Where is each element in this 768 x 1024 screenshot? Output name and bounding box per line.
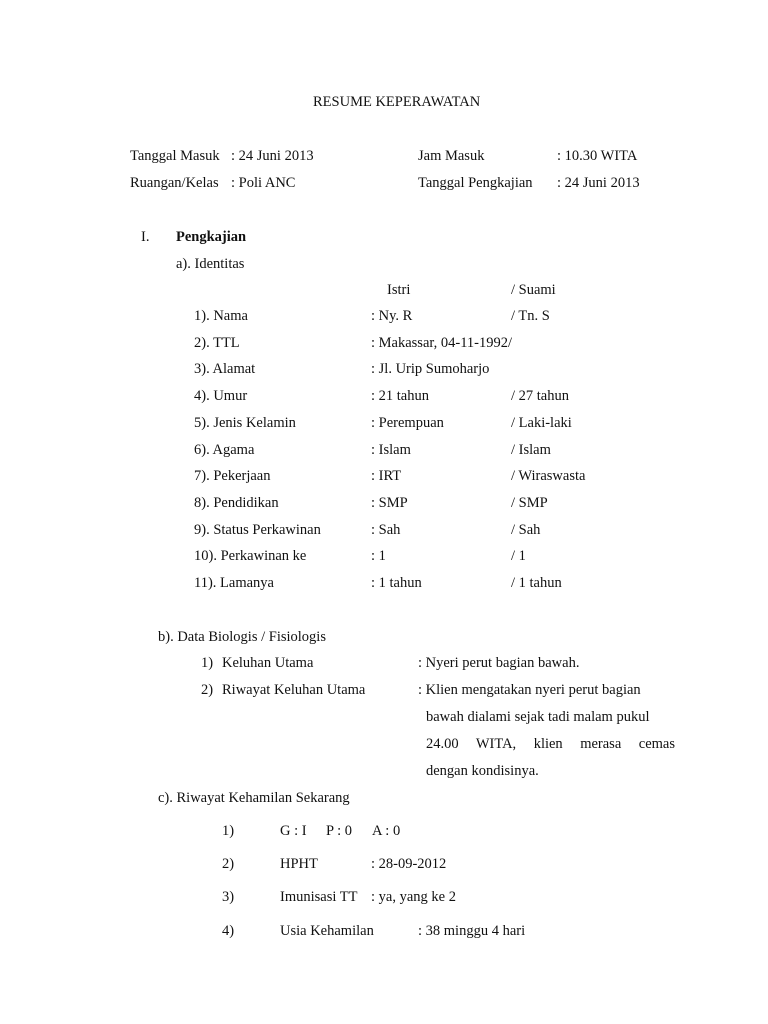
identitas-row-label: 1). Nama (194, 308, 248, 324)
identitas-row-suami: / Islam (511, 442, 551, 458)
identitas-row-suami: / Tn. S (511, 308, 550, 324)
identitas-row-suami: / 27 tahun (511, 388, 569, 404)
kehamilan-item-number: 1) (222, 823, 235, 839)
jam-masuk-label: Jam Masuk (418, 148, 485, 164)
usia-kehamilan-label: Usia Kehamilan (280, 923, 374, 939)
identitas-row-suami: / Wiraswasta (511, 468, 586, 484)
identitas-row-label: 3). Alamat (194, 361, 256, 377)
identitas-row-istri: : 21 tahun (371, 388, 429, 404)
riwayat-keluhan-label: Riwayat Keluhan Utama (222, 682, 366, 698)
identitas-row-label: 4). Umur (194, 388, 248, 404)
identitas-title: a). Identitas (176, 256, 245, 272)
identitas-row-label: 7). Pekerjaan (194, 468, 271, 484)
identitas-row-suami: / Laki-laki (511, 415, 572, 431)
tanggal-masuk-label: Tanggal Masuk (130, 148, 220, 164)
identitas-row-istri: : SMP (371, 495, 408, 511)
ruangan-label: Ruangan/Kelas (130, 175, 219, 191)
abortus-value: A : 0 (372, 823, 401, 839)
identitas-row-istri: : 1 tahun (371, 575, 422, 591)
identitas-row-label: 2). TTL (194, 335, 240, 351)
biologis-item-number: 1) (201, 655, 214, 671)
tanggal-masuk-value: : 24 Juni 2013 (231, 148, 314, 164)
para-value: P : 0 (326, 823, 353, 839)
biologis-item-number: 2) (201, 682, 214, 698)
usia-kehamilan-value: : 38 minggu 4 hari (418, 923, 526, 939)
identitas-row-label: 10). Perkawinan ke (194, 548, 307, 564)
column-header-suami: / Suami (511, 282, 556, 298)
hpht-value: : 28-09-2012 (371, 856, 447, 872)
section-number: I. (141, 229, 150, 245)
identitas-row-istri: : IRT (371, 468, 402, 484)
riwayat-keluhan-line: 24.00 WITA, klien merasa cemas (426, 736, 675, 752)
identitas-row-suami: / 1 (511, 548, 526, 564)
identitas-row-label: 6). Agama (194, 442, 255, 458)
identitas-row-istri: : 1 (371, 548, 386, 564)
keluhan-utama-label: Keluhan Utama (222, 655, 314, 671)
identitas-row-istri: : Jl. Urip Sumoharjo (371, 361, 490, 377)
identitas-row-label: 11). Lamanya (194, 575, 274, 591)
identitas-row-label: 8). Pendidikan (194, 495, 279, 511)
imunisasi-label: Imunisasi TT (280, 889, 358, 905)
riwayat-keluhan-line: : Klien mengatakan nyeri perut bagian (418, 682, 641, 698)
identitas-row-suami: / 1 tahun (511, 575, 562, 591)
kehamilan-item-number: 2) (222, 856, 235, 872)
identitas-row-istri: : Islam (371, 442, 411, 458)
identitas-row-istri: : Ny. R (371, 308, 413, 324)
section-title: Pengkajian (176, 229, 247, 245)
kehamilan-title: c). Riwayat Kehamilan Sekarang (158, 790, 350, 806)
biologis-title: b). Data Biologis / Fisiologis (158, 629, 326, 645)
identitas-row-istri: : Sah (371, 522, 401, 538)
hpht-label: HPHT (280, 856, 318, 872)
keluhan-utama-value: : Nyeri perut bagian bawah. (418, 655, 580, 671)
ruangan-value: : Poli ANC (231, 175, 296, 191)
kehamilan-item-number: 3) (222, 889, 235, 905)
riwayat-keluhan-line: bawah dialami sejak tadi malam pukul (426, 709, 650, 725)
tanggal-pengkajian-value: : 24 Juni 2013 (557, 175, 640, 191)
identitas-row-label: 5). Jenis Kelamin (194, 415, 296, 431)
identitas-row-label: 9). Status Perkawinan (194, 522, 321, 538)
kehamilan-item-number: 4) (222, 923, 235, 939)
imunisasi-value: : ya, yang ke 2 (371, 889, 456, 905)
jam-masuk-value: : 10.30 WITA (557, 148, 638, 164)
identitas-row-istri: : Perempuan (371, 415, 444, 431)
document-title: RESUME KEPERAWATAN (313, 94, 481, 110)
identitas-row-suami: / Sah (511, 522, 541, 538)
identitas-row-suami: / SMP (511, 495, 548, 511)
gravida-value: G : I (280, 823, 307, 839)
column-header-istri: Istri (387, 282, 411, 298)
tanggal-pengkajian-label: Tanggal Pengkajian (418, 175, 533, 191)
identitas-row-istri: : Makassar, 04-11-1992/ (371, 335, 513, 351)
riwayat-keluhan-line: dengan kondisinya. (426, 763, 539, 779)
